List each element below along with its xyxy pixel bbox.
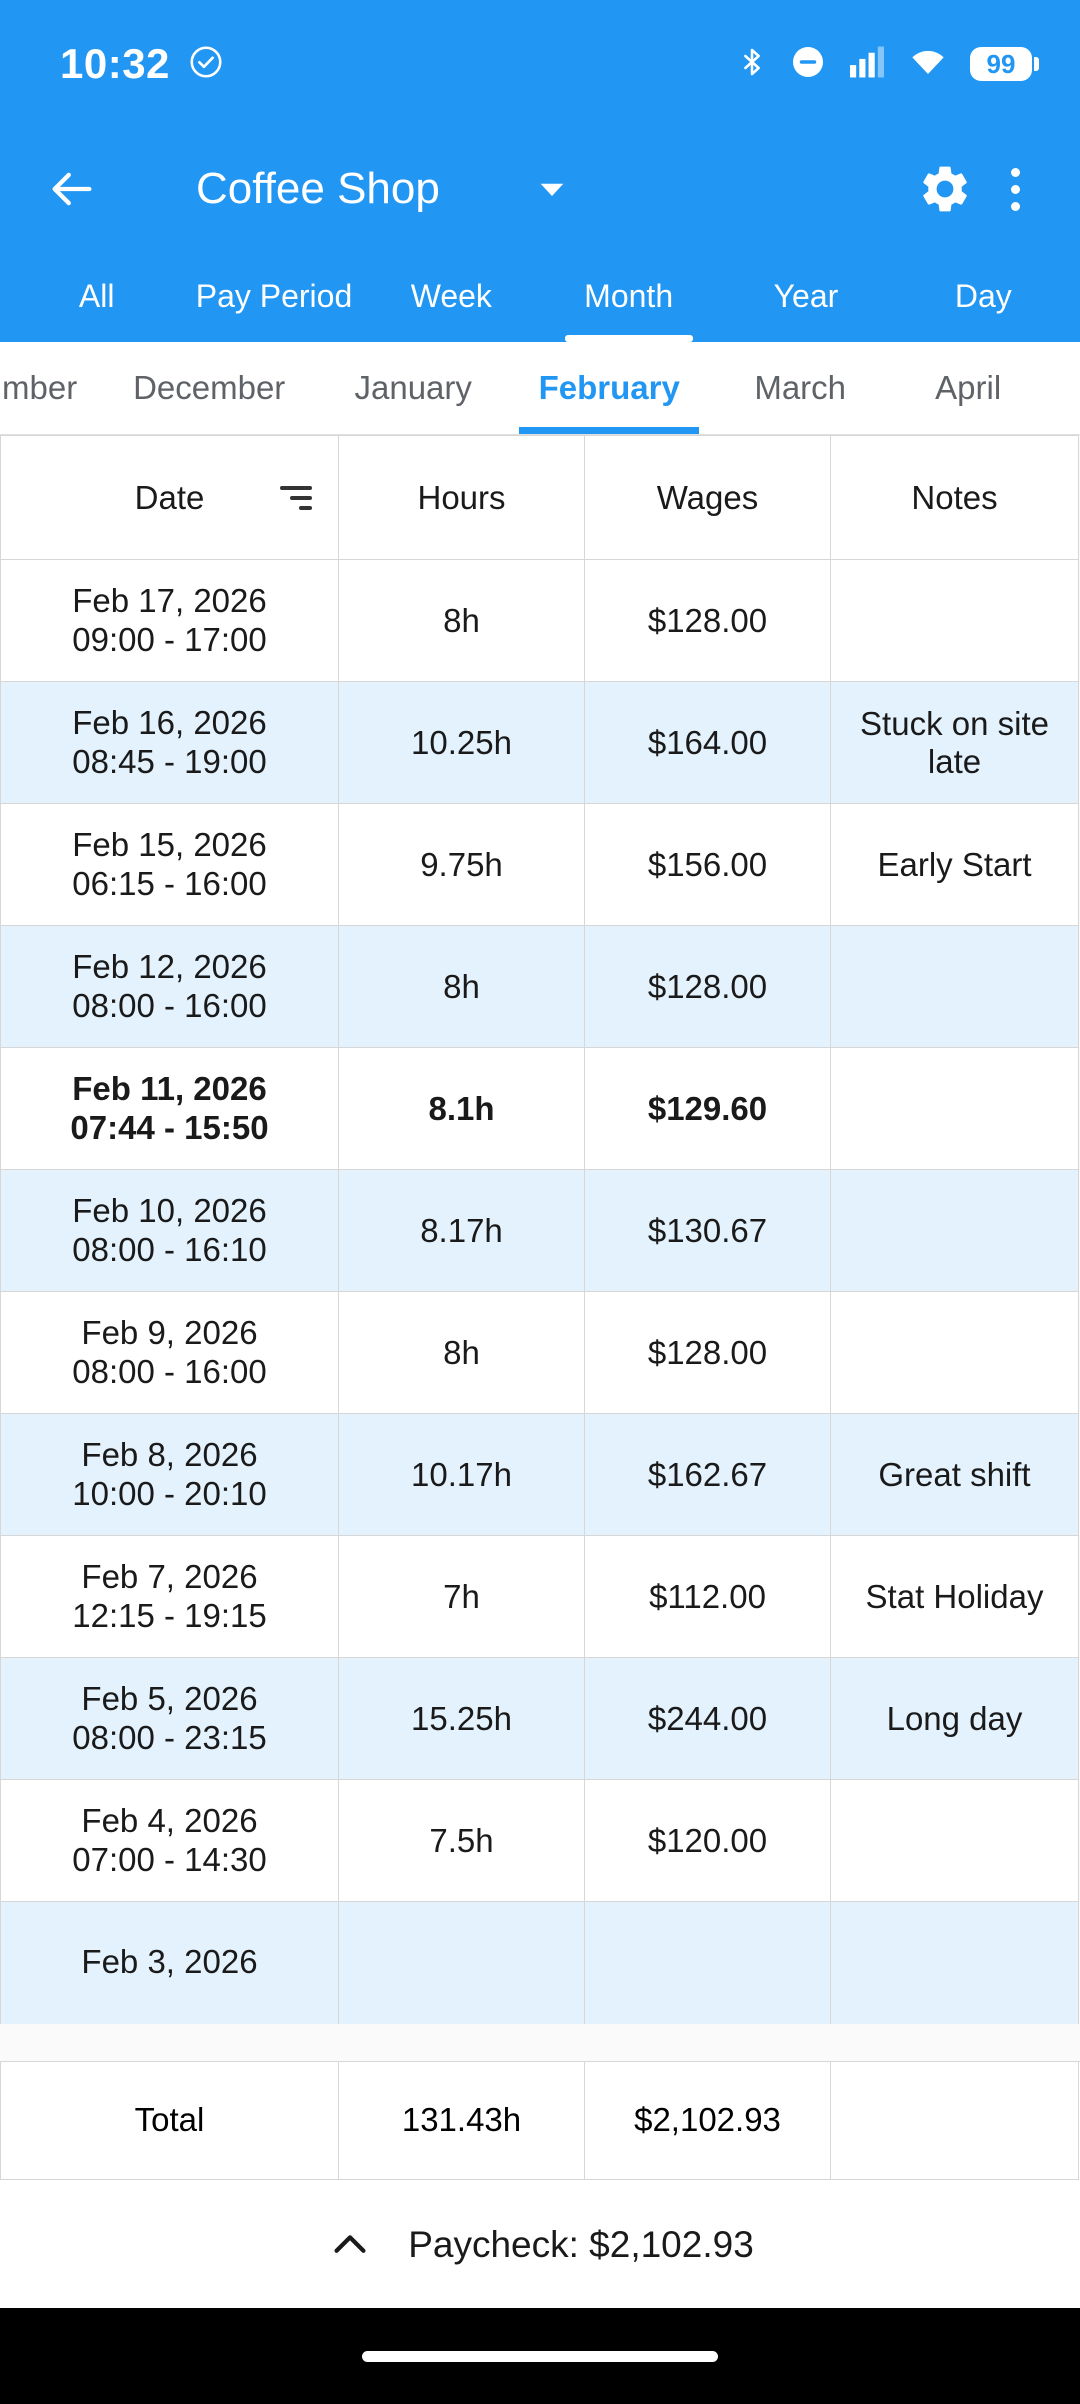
range-tab-year[interactable]: Year: [773, 277, 839, 314]
table-row[interactable]: [1, 560, 1079, 682]
battery-indicator: 99: [970, 47, 1032, 81]
cell-wages: $128.00: [585, 1292, 831, 1414]
do-not-disturb-icon: [790, 44, 826, 85]
cell-notes: [831, 1292, 1079, 1414]
cell-wages: $120.00: [585, 1780, 831, 1902]
cell-date: Feb 4, 2026 07:00 - 14:30: [1, 1780, 339, 1902]
table-header: [1, 436, 1079, 560]
cell-wages: $130.67: [585, 1170, 831, 1292]
cell-wages: $128.00: [585, 560, 831, 682]
bluetooth-icon: [736, 45, 768, 84]
total-row-bar: [0, 2061, 1080, 2181]
cell-date: Feb 5, 2026 08:00 - 23:15: [1, 1658, 339, 1780]
cell-wages: $244.00: [585, 1658, 831, 1780]
total-table: [0, 2062, 1079, 2181]
cell-wages: $112.00: [585, 1536, 831, 1658]
page-title: Coffee Shop: [196, 164, 440, 213]
table-row[interactable]: [1, 1292, 1079, 1414]
cell-date: Feb 11, 2026 07:44 - 15:50: [1, 1048, 339, 1170]
cell-date: Feb 3, 2026: [1, 1902, 339, 2024]
cell-hours: 7.5h: [339, 1780, 585, 1902]
cell-notes: [831, 560, 1079, 682]
cell-hours: 8.1h: [339, 1048, 585, 1170]
chevron-up-icon[interactable]: [326, 2221, 374, 2269]
status-right: [736, 44, 1032, 85]
month-tab-january[interactable]: January: [354, 369, 472, 406]
total-hours: 131.43h: [339, 2062, 585, 2180]
cell-date: Feb 9, 2026 08:00 - 16:00: [1, 1292, 339, 1414]
check-circle-icon: [188, 44, 224, 85]
more-vertical-icon[interactable]: [992, 154, 1038, 224]
cell-notes: [831, 1048, 1079, 1170]
table-row[interactable]: [1, 1414, 1079, 1536]
table-row[interactable]: [1, 804, 1079, 926]
cell-wages: [585, 1902, 831, 2024]
cell-date: Feb 15, 2026 06:15 - 16:00: [1, 804, 339, 926]
table-row[interactable]: [1, 1780, 1079, 1902]
cell-wages: $129.60: [585, 1048, 831, 1170]
table-body: [1, 560, 1079, 2024]
cell-date: Feb 12, 2026 08:00 - 16:00: [1, 926, 339, 1048]
status-left: [60, 40, 224, 88]
cell-hours: 8h: [339, 560, 585, 682]
cell-notes: Great shift: [831, 1414, 1079, 1536]
cell-wages: $164.00: [585, 682, 831, 804]
cell-notes: [831, 926, 1079, 1048]
table-header-row: [1, 436, 1079, 560]
range-tab-week[interactable]: Week: [410, 277, 492, 314]
total-row: [1, 2062, 1079, 2180]
month-tab-march[interactable]: March: [754, 369, 847, 406]
paycheck-bar[interactable]: [0, 2180, 1080, 2308]
cellular-signal-icon: [848, 45, 886, 84]
sort-icon[interactable]: [280, 486, 312, 510]
month-tab-february[interactable]: February: [511, 342, 707, 434]
cell-notes: Long day: [831, 1658, 1079, 1780]
month-tab-april[interactable]: April: [935, 369, 1002, 406]
table-row[interactable]: [1, 1536, 1079, 1658]
range-tab-all[interactable]: All: [78, 277, 115, 314]
paycheck-label: Paycheck: $2,102.93: [408, 2223, 754, 2265]
cell-notes: [831, 1780, 1079, 1902]
range-tab-month[interactable]: Month: [540, 250, 717, 342]
cell-hours: 8h: [339, 926, 585, 1048]
column-header-notes[interactable]: Notes: [831, 436, 1079, 560]
cell-date: Feb 7, 2026 12:15 - 19:15: [1, 1536, 339, 1658]
table-row[interactable]: [1, 1902, 1079, 2024]
system-nav-bar: [0, 2308, 1080, 2404]
table-row[interactable]: [1, 682, 1079, 804]
back-arrow-icon[interactable]: [36, 153, 108, 225]
home-indicator[interactable]: [362, 2351, 718, 2362]
cell-hours: 10.17h: [339, 1414, 585, 1536]
cell-wages: $162.67: [585, 1414, 831, 1536]
table-row-selected[interactable]: [1, 1048, 1079, 1170]
column-header-date[interactable]: [1, 436, 339, 560]
column-header-hours[interactable]: Hours: [339, 436, 585, 560]
month-tabs: [0, 342, 1080, 434]
cell-date: Feb 10, 2026 08:00 - 16:10: [1, 1170, 339, 1292]
cell-wages: $156.00: [585, 804, 831, 926]
shift-table-container[interactable]: [0, 434, 1080, 2180]
shift-table: [0, 435, 1079, 2024]
cell-hours: 10.25h: [339, 682, 585, 804]
total-wages: $2,102.93: [585, 2062, 831, 2180]
total-label: Total: [1, 2062, 339, 2180]
cell-notes: Stat Holiday: [831, 1536, 1079, 1658]
table-row[interactable]: [1, 1658, 1079, 1780]
cell-hours: 8.17h: [339, 1170, 585, 1292]
month-tab-december[interactable]: December: [133, 369, 286, 406]
range-tab-pay-period[interactable]: Pay Period: [195, 277, 353, 314]
cell-notes: Stuck on site late: [831, 682, 1079, 804]
cell-hours: 8h: [339, 1292, 585, 1414]
cell-hours: [339, 1902, 585, 2024]
cell-notes: Early Start: [831, 804, 1079, 926]
app-bar: [0, 128, 1080, 250]
gear-icon[interactable]: [910, 154, 980, 224]
cell-hours: 7h: [339, 1536, 585, 1658]
cell-hours: 15.25h: [339, 1658, 585, 1780]
cell-notes: [831, 1902, 1079, 2024]
cell-date: Feb 17, 2026 09:00 - 17:00: [1, 560, 339, 682]
table-row[interactable]: [1, 1170, 1079, 1292]
range-tab-day[interactable]: Day: [954, 277, 1012, 314]
wifi-icon: [908, 45, 948, 84]
column-header-date-label: Date: [134, 478, 205, 516]
chevron-down-icon[interactable]: [524, 161, 580, 217]
cell-wages: $128.00: [585, 926, 831, 1048]
cell-date: Feb 16, 2026 08:45 - 19:00: [1, 682, 339, 804]
month-tab-november[interactable]: mber: [2, 369, 78, 406]
status-clock: 10:32: [60, 40, 170, 87]
column-header-wages[interactable]: Wages: [585, 436, 831, 560]
table-row[interactable]: [1, 926, 1079, 1048]
cell-hours: 9.75h: [339, 804, 585, 926]
cell-date: Feb 8, 2026 10:00 - 20:10: [1, 1414, 339, 1536]
range-tabs: [0, 250, 1080, 342]
status-bar: [0, 0, 1080, 128]
total-notes: [831, 2062, 1079, 2180]
cell-notes: [831, 1170, 1079, 1292]
